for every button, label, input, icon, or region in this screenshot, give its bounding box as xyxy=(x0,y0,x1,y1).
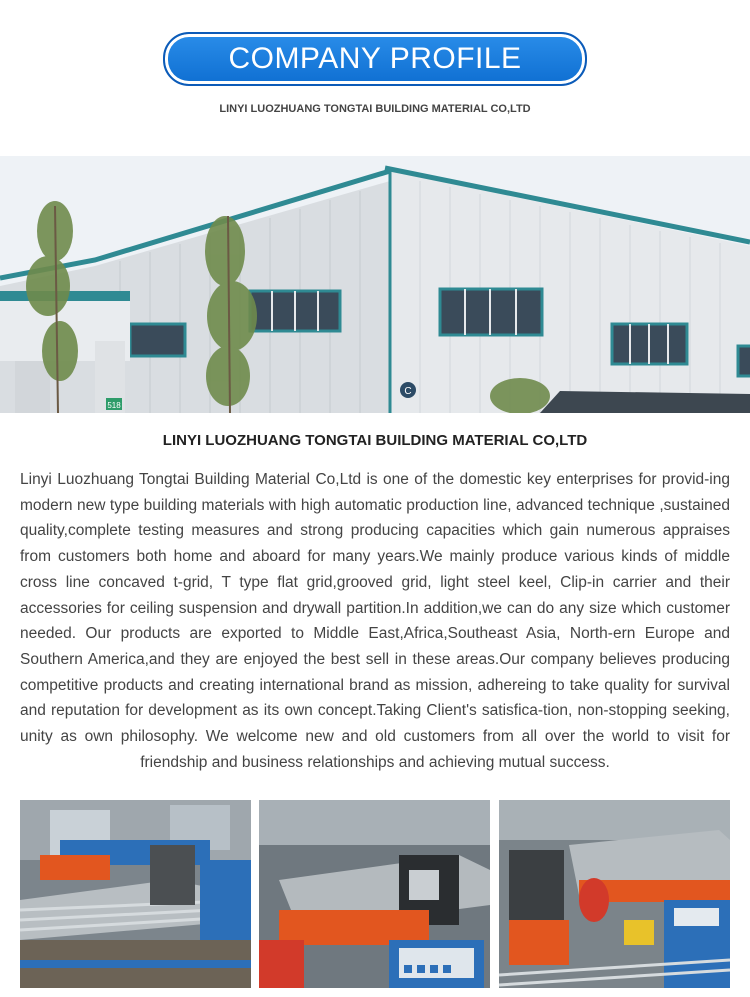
company-subtitle: LINYI LUOZHUANG TONGTAI BUILDING MATERIAL CO,LTD xyxy=(219,103,531,115)
title-banner xyxy=(163,32,587,86)
profile-heading: LINYI LUOZHUANG TONGTAI BUILDING MATERIAL CO,LTD xyxy=(162,432,588,449)
workshop-photo-2 xyxy=(259,800,490,988)
sign-number: 518 xyxy=(107,401,121,410)
workshop-photo-3 xyxy=(499,800,730,988)
door-badge: C xyxy=(404,386,412,397)
profile-paragraph: Linyi Luozhuang Tongtai Building Material Co,Ltd is one of the domestic key enterprises for provid-ing modern new type building materials with high automatic production line, advanced technique ,sustained quality,complete testing measures and strong producing capacities which gain numerous appraises from customers both home and aboard for many years.We mainly produce various kinds of middle cross line concaved t-grid, T type flat grid,grooved grid, light steel keel, Clip-in carrier and their accessories for ceiling suspension and drywall partition.In addition,we can do any size which customer needed. Our products are exported to Middle East,Africa,Southeast Asia, North-ern Europe and Southern America,and they are enjoyed the best sell in these areas.Our company believes producing competitive products and creating international brand as mission, adhereing to take quality for survival and reputation for development as its own concept.Taking Client's satisfica-tion, non-stopping seeking, unity as own philosophy. We welcome new and old customers from all over the world to visit for friendship and business relationships and achieving mutual success. xyxy=(20,471,730,771)
factory-building-photo xyxy=(0,156,750,413)
title-pill xyxy=(163,32,587,86)
banner-title: COMPANY PROFILE xyxy=(228,42,522,75)
workshop-photo-1 xyxy=(20,800,251,988)
